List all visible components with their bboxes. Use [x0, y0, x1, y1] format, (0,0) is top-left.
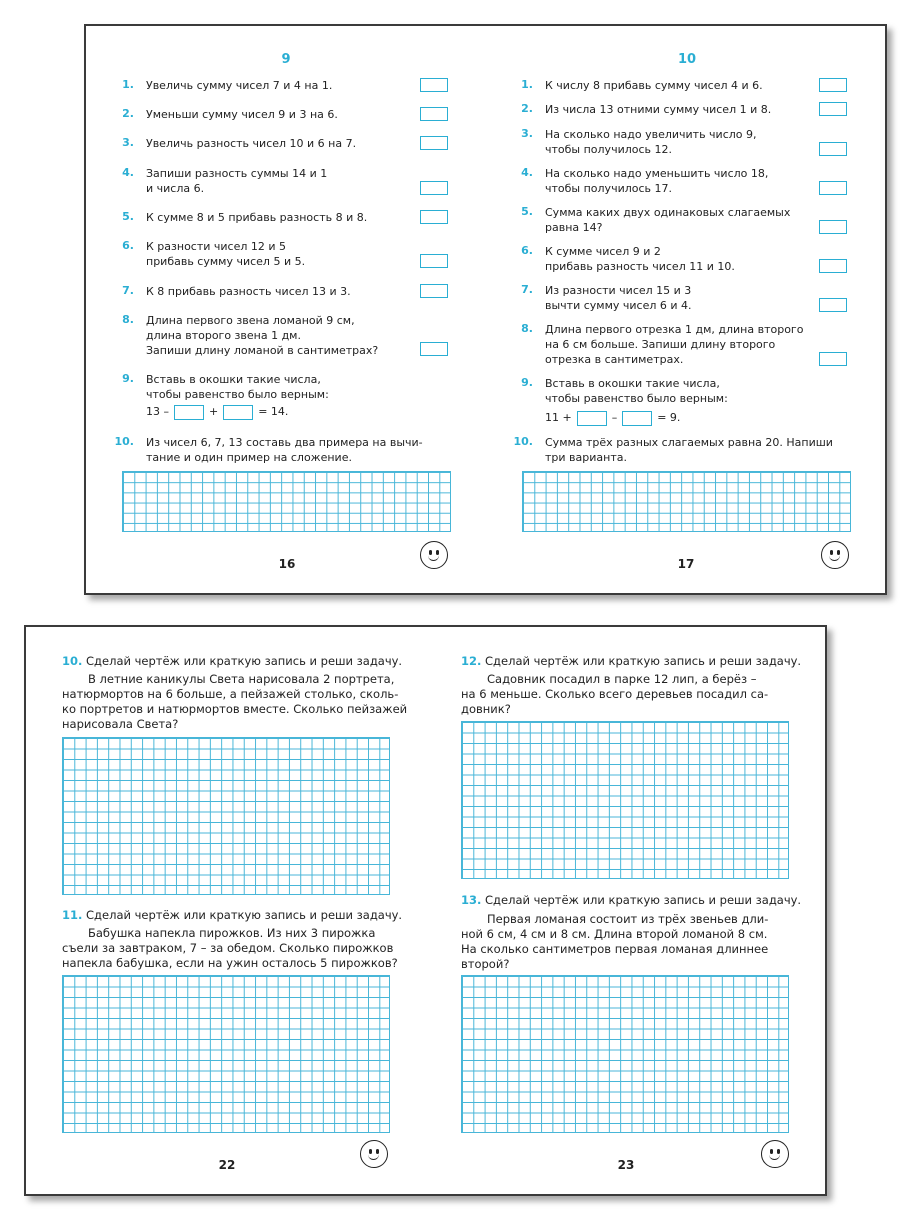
- task-number: 2.: [122, 107, 134, 120]
- problem-text-line: второй?: [461, 957, 510, 971]
- task-text: прибавь разность чисел 11 и 10.: [545, 260, 735, 273]
- task-number: 8.: [521, 322, 533, 335]
- answer-grid[interactable]: [522, 471, 851, 532]
- problem-number: 10.: [62, 654, 83, 668]
- task-text: Запиши разность суммы 14 и 1: [146, 167, 328, 180]
- task-text: равна 14?: [545, 221, 603, 234]
- answer-box[interactable]: [420, 210, 448, 224]
- answer-box[interactable]: [819, 102, 847, 116]
- smiley-icon: [420, 541, 448, 569]
- task-number: 1.: [122, 78, 134, 91]
- task-text: Увеличь разность чисел 10 и 6 на 7.: [146, 137, 357, 150]
- problem-instruction: Сделай чертёж или краткую запись и реши задачу.: [86, 654, 403, 668]
- task-number: 4.: [122, 166, 134, 179]
- task-number: 7.: [521, 283, 533, 296]
- task-number: 9.: [122, 372, 134, 385]
- equation-left: 13 –: [146, 405, 169, 418]
- problem-number: 12.: [461, 654, 482, 668]
- problem-number: 11.: [62, 908, 83, 922]
- answer-box[interactable]: [819, 142, 847, 156]
- task-text: три варианта.: [545, 451, 627, 464]
- smiley-icon: [821, 541, 849, 569]
- problem-instruction: Сделай чертёж или краткую запись и реши задачу.: [86, 908, 403, 922]
- problem-text-line: довник?: [461, 702, 511, 716]
- equation-result: = 9.: [657, 411, 681, 424]
- smiley-icon: [761, 1140, 789, 1168]
- task-number: 5.: [122, 210, 134, 223]
- problem-number: 13.: [461, 893, 482, 907]
- equation-box[interactable]: [223, 405, 253, 420]
- task-text: Запиши длину ломаной в сантиметрах?: [146, 344, 379, 357]
- task-number: 10.: [513, 435, 533, 448]
- answer-box[interactable]: [819, 181, 847, 195]
- task-text: на 6 см больше. Запиши длину второго: [545, 338, 776, 351]
- task-text: Из чисел 6, 7, 13 составь два примера на вычи-: [146, 436, 423, 449]
- page-16: [86, 26, 486, 593]
- problem-text-line: В летние каникулы Света нарисовала 2 портрета,: [88, 672, 395, 686]
- task-number: 7.: [122, 284, 134, 297]
- answer-grid[interactable]: [461, 721, 789, 879]
- problem-text-line: ной 6 см, 4 см и 8 см. Длина второй ломаной 8 см.: [461, 927, 768, 941]
- equation: [545, 410, 680, 426]
- answer-box[interactable]: [819, 259, 847, 273]
- problem-text-line: Бабушка напекла пирожков. Из них 3 пирожка: [88, 926, 376, 940]
- task-number: 8.: [122, 313, 134, 326]
- task-number: 1.: [521, 78, 533, 91]
- page-22: [26, 627, 426, 1194]
- equation-result: = 14.: [258, 405, 289, 418]
- bottom-spread: [24, 625, 827, 1196]
- answer-box[interactable]: [420, 284, 448, 298]
- task-text: Сумма трёх разных слагаемых равна 20. Напиши: [545, 436, 833, 449]
- task-text: Из разности чисел 15 и 3: [545, 284, 692, 297]
- task-text: чтобы получилось 17.: [545, 182, 672, 195]
- problem-text-line: напекла бабушка, если на ужин осталось 5 пирожков?: [62, 956, 398, 970]
- problem-text-line: на 6 меньше. Сколько всего деревьев посадил са-: [461, 687, 769, 701]
- smiley-icon: [360, 1140, 388, 1168]
- task-text: Увеличь сумму чисел 7 и 4 на 1.: [146, 79, 333, 92]
- task-text: К сумме 8 и 5 прибавь разность 8 и 8.: [146, 211, 368, 224]
- answer-box[interactable]: [420, 107, 448, 121]
- task-number: 3.: [521, 127, 533, 140]
- answer-grid[interactable]: [62, 737, 390, 895]
- problem-heading: [62, 653, 402, 669]
- equation-op: +: [209, 405, 219, 418]
- equation-box[interactable]: [174, 405, 204, 420]
- page-number: 16: [278, 557, 296, 571]
- equation: [146, 404, 288, 420]
- answer-box[interactable]: [819, 352, 847, 366]
- page-number: 22: [218, 1158, 236, 1172]
- answer-box[interactable]: [420, 342, 448, 356]
- task-number: 6.: [521, 244, 533, 257]
- page-number: 17: [677, 557, 695, 571]
- answer-box[interactable]: [819, 220, 847, 234]
- answer-grid[interactable]: [461, 975, 789, 1133]
- problem-text-line: съели за завтраком, 7 – за обедом. Сколько пирожков: [62, 941, 394, 955]
- task-text: К сумме чисел 9 и 2: [545, 245, 661, 258]
- problem-heading: [461, 892, 801, 908]
- task-text: Сумма каких двух одинаковых слагаемых: [545, 206, 791, 219]
- task-text: К числу 8 прибавь сумму чисел 4 и 6.: [545, 79, 763, 92]
- problem-text-line: натюрмортов на 6 больше, а пейзажей столько, сколь-: [62, 687, 399, 701]
- task-text: длина второго звена 1 дм.: [146, 329, 301, 342]
- answer-grid[interactable]: [62, 975, 390, 1133]
- task-text: На сколько надо уменьшить число 18,: [545, 167, 769, 180]
- task-number: 4.: [521, 166, 533, 179]
- lesson-number: 10: [677, 52, 697, 67]
- task-text: Вставь в окошки такие числа,: [146, 373, 321, 386]
- task-text: Длина первого звена ломаной 9 см,: [146, 314, 355, 327]
- problem-text-line: Садовник посадил в парке 12 лип, а берёз –: [487, 672, 757, 686]
- problem-instruction: Сделай чертёж или краткую запись и реши задачу.: [485, 893, 802, 907]
- task-text: вычти сумму чисел 6 и 4.: [545, 299, 692, 312]
- task-text: Из числа 13 отними сумму чисел 1 и 8.: [545, 103, 772, 116]
- equation-box[interactable]: [622, 411, 652, 426]
- problem-heading: [461, 653, 801, 669]
- equation-box[interactable]: [577, 411, 607, 426]
- answer-grid[interactable]: [122, 471, 451, 532]
- task-number: 3.: [122, 136, 134, 149]
- task-text: Вставь в окошки такие числа,: [545, 377, 720, 390]
- equation-op: –: [611, 411, 618, 424]
- task-number: 6.: [122, 239, 134, 252]
- task-text: и числа 6.: [146, 182, 205, 195]
- task-text: тание и один пример на сложение.: [146, 451, 352, 464]
- task-number: 2.: [521, 102, 533, 115]
- problem-text-line: нарисовала Света?: [62, 717, 179, 731]
- problem-instruction: Сделай чертёж или краткую запись и реши задачу.: [485, 654, 802, 668]
- task-text: К 8 прибавь разность чисел 13 и 3.: [146, 285, 351, 298]
- problem-text-line: ко портретов и натюрмортов вместе. Сколько пейзажей: [62, 702, 408, 716]
- task-text: На сколько надо увеличить число 9,: [545, 128, 757, 141]
- task-text: прибавь сумму чисел 5 и 5.: [146, 255, 306, 268]
- equation-left: 11 +: [545, 411, 572, 424]
- answer-box[interactable]: [420, 78, 448, 92]
- page-number: 23: [617, 1158, 635, 1172]
- answer-box[interactable]: [420, 136, 448, 150]
- task-text: Длина первого отрезка 1 дм, длина второго: [545, 323, 804, 336]
- lesson-number: 9: [281, 52, 291, 67]
- problem-text-line: На сколько сантиметров первая ломаная длиннее: [461, 942, 769, 956]
- task-number: 10.: [114, 435, 134, 448]
- task-number: 5.: [521, 205, 533, 218]
- task-text: чтобы получилось 12.: [545, 143, 672, 156]
- task-text: отрезка в сантиметрах.: [545, 353, 684, 366]
- top-spread: [84, 24, 887, 595]
- task-text: чтобы равенство было верным:: [146, 388, 329, 401]
- answer-box[interactable]: [819, 298, 847, 312]
- page-23: [427, 627, 827, 1194]
- task-text: Уменьши сумму чисел 9 и 3 на 6.: [146, 108, 338, 121]
- answer-box[interactable]: [819, 78, 847, 92]
- problem-heading: [62, 907, 402, 923]
- task-text: чтобы равенство было верным:: [545, 392, 728, 405]
- answer-box[interactable]: [420, 181, 448, 195]
- task-number: 9.: [521, 376, 533, 389]
- answer-box[interactable]: [420, 254, 448, 268]
- problem-text-line: Первая ломаная состоит из трёх звеньев дли-: [487, 912, 769, 926]
- page-17: [487, 26, 887, 593]
- task-text: К разности чисел 12 и 5: [146, 240, 287, 253]
